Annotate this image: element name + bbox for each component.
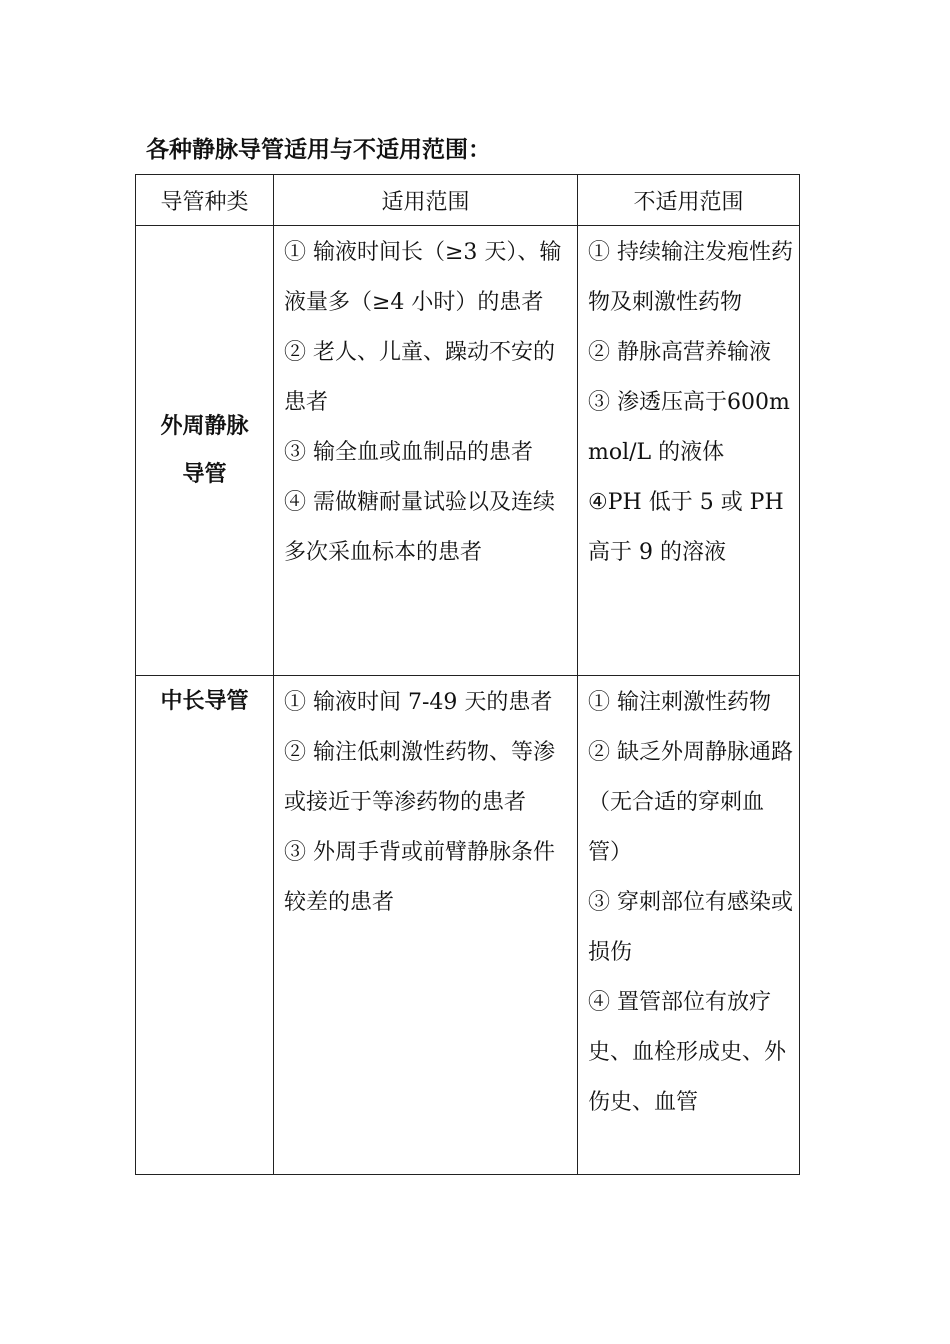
list-item: ③ 渗透压高于600mmol/L 的液体	[588, 390, 790, 465]
table-header-row	[136, 175, 800, 226]
catheter-type-cell	[136, 226, 274, 676]
list-item: ① 输注刺激性药物	[588, 690, 771, 715]
list-item: ④ 需做糖耐量试验以及连续多次采血标本的患者	[284, 490, 555, 565]
list-item: ③ 外周手背或前臂静脉条件较差的患者	[284, 840, 555, 915]
list-item: ② 静脉高营养输液	[588, 340, 771, 365]
list-item: ① 持续输注发疱性药物及刺激性药物	[588, 240, 793, 315]
suitable-cell	[274, 676, 578, 1175]
catheter-table	[135, 174, 800, 1175]
table-row	[136, 226, 800, 676]
list-item: ② 老人、儿童、躁动不安的患者	[284, 340, 555, 415]
unsuitable-list	[588, 228, 794, 578]
list-item: ① 输液时间 7-49 天的患者	[284, 690, 553, 715]
list-item: ① 输液时间长（≥3 天）、输液量多（≥4 小时）的患者	[284, 240, 562, 315]
unsuitable-list	[588, 678, 794, 1128]
list-item: ④PH 低于 5 或 PH 高于 9 的溶液	[588, 490, 784, 565]
list-item: ③ 输全血或血制品的患者	[284, 440, 533, 465]
list-item: ② 输注低刺激性药物、等渗或接近于等渗药物的患者	[284, 740, 555, 815]
catheter-type-line: 外周静脉	[160, 413, 249, 439]
unsuitable-cell	[578, 226, 800, 676]
list-item: ④ 置管部位有放疗史、血栓形成史、外伤史、血管	[588, 990, 787, 1115]
suitable-list	[284, 228, 574, 578]
unsuitable-cell	[578, 676, 800, 1175]
table-row	[136, 676, 800, 1175]
header-catheter-type: 导管种类	[136, 175, 274, 226]
list-item: ② 缺乏外周静脉通路（无合适的穿刺血管）	[588, 740, 793, 865]
catheter-type-line: 中长导管	[160, 689, 249, 714]
header-suitable: 适用范围	[274, 175, 578, 226]
header-unsuitable: 不适用范围	[578, 175, 800, 226]
suitable-list	[284, 678, 574, 928]
list-item: ③ 穿刺部位有感染或损伤	[588, 890, 793, 965]
catheter-type-cell	[136, 676, 274, 1175]
suitable-cell	[274, 226, 578, 676]
catheter-type-line: 导管	[182, 461, 227, 487]
document-title: 各种静脉导管适用与不适用范围：	[146, 137, 491, 163]
